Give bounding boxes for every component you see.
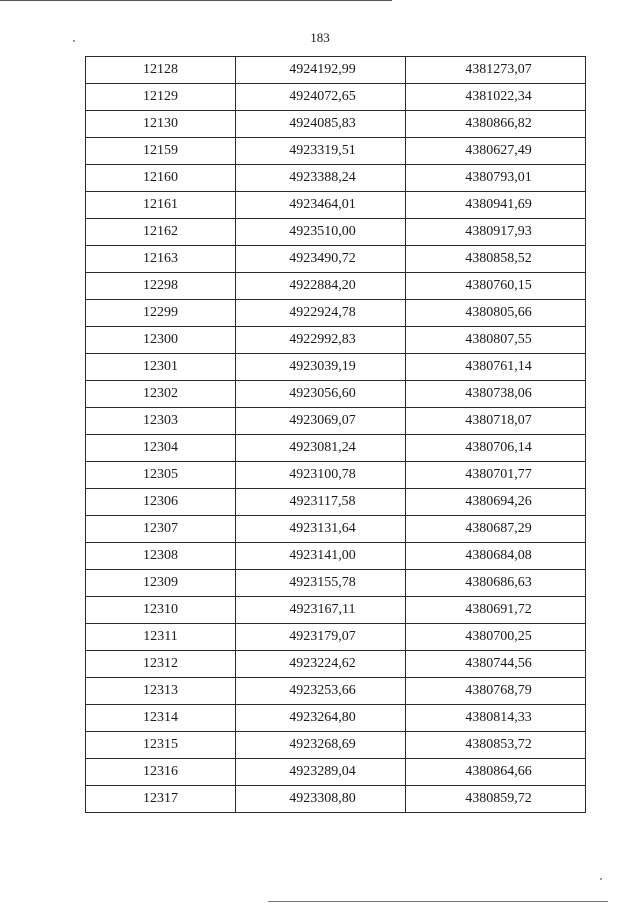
x-coordinate-cell: 4923319,51	[236, 138, 406, 165]
x-coordinate-cell: 4923155,78	[236, 570, 406, 597]
x-coordinate-cell: 4923141,00	[236, 543, 406, 570]
point-number-cell: 12160	[86, 165, 236, 192]
x-coordinate-cell: 4923490,72	[236, 246, 406, 273]
point-number-cell: 12161	[86, 192, 236, 219]
x-coordinate-cell: 4923308,80	[236, 786, 406, 813]
y-coordinate-cell: 4380807,55	[406, 327, 586, 354]
y-coordinate-cell: 4380686,63	[406, 570, 586, 597]
point-number-cell: 12307	[86, 516, 236, 543]
x-coordinate-cell: 4923100,78	[236, 462, 406, 489]
point-number-cell: 12129	[86, 84, 236, 111]
point-number-cell: 12306	[86, 489, 236, 516]
point-number-cell: 12301	[86, 354, 236, 381]
point-number-cell: 12309	[86, 570, 236, 597]
x-coordinate-cell: 4922884,20	[236, 273, 406, 300]
y-coordinate-cell: 4380864,66	[406, 759, 586, 786]
point-number-cell: 12298	[86, 273, 236, 300]
y-coordinate-cell: 4380738,06	[406, 381, 586, 408]
table-row	[86, 786, 586, 813]
y-coordinate-cell: 4380744,56	[406, 651, 586, 678]
scan-speck	[600, 878, 602, 880]
y-coordinate-cell: 4380687,29	[406, 516, 586, 543]
point-number-cell: 12162	[86, 219, 236, 246]
table-row	[86, 705, 586, 732]
x-coordinate-cell: 4923131,64	[236, 516, 406, 543]
y-coordinate-cell: 4380793,01	[406, 165, 586, 192]
table-row	[86, 624, 586, 651]
x-coordinate-cell: 4923081,24	[236, 435, 406, 462]
x-coordinate-cell: 4924072,65	[236, 84, 406, 111]
y-coordinate-cell: 4380700,25	[406, 624, 586, 651]
x-coordinate-cell: 4923268,69	[236, 732, 406, 759]
table-row	[86, 327, 586, 354]
x-coordinate-cell: 4923117,58	[236, 489, 406, 516]
table-row	[86, 570, 586, 597]
y-coordinate-cell: 4380917,93	[406, 219, 586, 246]
table-row	[86, 543, 586, 570]
y-coordinate-cell: 4380761,14	[406, 354, 586, 381]
table-row	[86, 759, 586, 786]
scan-edge-bottom	[268, 901, 608, 902]
point-number-cell: 12310	[86, 597, 236, 624]
x-coordinate-cell: 4923264,80	[236, 705, 406, 732]
point-number-cell: 12305	[86, 462, 236, 489]
point-number-cell: 12317	[86, 786, 236, 813]
table-row	[86, 381, 586, 408]
y-coordinate-cell: 4380694,26	[406, 489, 586, 516]
point-number-cell: 12302	[86, 381, 236, 408]
page-number: 183	[310, 30, 330, 45]
y-coordinate-cell: 4381022,34	[406, 84, 586, 111]
y-coordinate-cell: 4380701,77	[406, 462, 586, 489]
y-coordinate-cell: 4380706,14	[406, 435, 586, 462]
x-coordinate-cell: 4923224,62	[236, 651, 406, 678]
scan-speck	[73, 40, 75, 42]
x-coordinate-cell: 4922992,83	[236, 327, 406, 354]
table-row	[86, 435, 586, 462]
y-coordinate-cell: 4380941,69	[406, 192, 586, 219]
scan-edge-top	[0, 0, 392, 1]
y-coordinate-cell: 4380627,49	[406, 138, 586, 165]
point-number-cell: 12163	[86, 246, 236, 273]
point-number-cell: 12315	[86, 732, 236, 759]
x-coordinate-cell: 4922924,78	[236, 300, 406, 327]
y-coordinate-cell: 4380859,72	[406, 786, 586, 813]
x-coordinate-cell: 4924085,83	[236, 111, 406, 138]
table-row	[86, 192, 586, 219]
y-coordinate-cell: 4380858,52	[406, 246, 586, 273]
table-row	[86, 246, 586, 273]
point-number-cell: 12314	[86, 705, 236, 732]
table-row	[86, 57, 586, 84]
point-number-cell: 12130	[86, 111, 236, 138]
table-row	[86, 219, 586, 246]
table-row	[86, 165, 586, 192]
table-row	[86, 732, 586, 759]
x-coordinate-cell: 4924192,99	[236, 57, 406, 84]
y-coordinate-cell: 4380866,82	[406, 111, 586, 138]
y-coordinate-cell: 4381273,07	[406, 57, 586, 84]
y-coordinate-cell: 4380691,72	[406, 597, 586, 624]
y-coordinate-cell: 4380814,33	[406, 705, 586, 732]
point-number-cell: 12300	[86, 327, 236, 354]
point-number-cell: 12299	[86, 300, 236, 327]
y-coordinate-cell: 4380768,79	[406, 678, 586, 705]
table-row	[86, 462, 586, 489]
x-coordinate-cell: 4923510,00	[236, 219, 406, 246]
y-coordinate-cell: 4380684,08	[406, 543, 586, 570]
x-coordinate-cell: 4923253,66	[236, 678, 406, 705]
coordinates-table-body	[86, 57, 586, 813]
coordinates-table	[85, 56, 586, 813]
x-coordinate-cell: 4923167,11	[236, 597, 406, 624]
point-number-cell: 12304	[86, 435, 236, 462]
table-row	[86, 273, 586, 300]
x-coordinate-cell: 4923388,24	[236, 165, 406, 192]
y-coordinate-cell: 4380760,15	[406, 273, 586, 300]
y-coordinate-cell: 4380718,07	[406, 408, 586, 435]
y-coordinate-cell: 4380853,72	[406, 732, 586, 759]
point-number-cell: 12159	[86, 138, 236, 165]
table-row	[86, 678, 586, 705]
point-number-cell: 12128	[86, 57, 236, 84]
x-coordinate-cell: 4923039,19	[236, 354, 406, 381]
table-row	[86, 84, 586, 111]
x-coordinate-cell: 4923069,07	[236, 408, 406, 435]
table-row	[86, 354, 586, 381]
table-row	[86, 138, 586, 165]
y-coordinate-cell: 4380805,66	[406, 300, 586, 327]
table-row	[86, 408, 586, 435]
point-number-cell: 12303	[86, 408, 236, 435]
point-number-cell: 12316	[86, 759, 236, 786]
table-row	[86, 489, 586, 516]
table-row	[86, 651, 586, 678]
point-number-cell: 12313	[86, 678, 236, 705]
x-coordinate-cell: 4923179,07	[236, 624, 406, 651]
table-row	[86, 516, 586, 543]
table-row	[86, 111, 586, 138]
table-row	[86, 300, 586, 327]
x-coordinate-cell: 4923464,01	[236, 192, 406, 219]
point-number-cell: 12312	[86, 651, 236, 678]
table-row	[86, 597, 586, 624]
x-coordinate-cell: 4923056,60	[236, 381, 406, 408]
point-number-cell: 12308	[86, 543, 236, 570]
x-coordinate-cell: 4923289,04	[236, 759, 406, 786]
point-number-cell: 12311	[86, 624, 236, 651]
